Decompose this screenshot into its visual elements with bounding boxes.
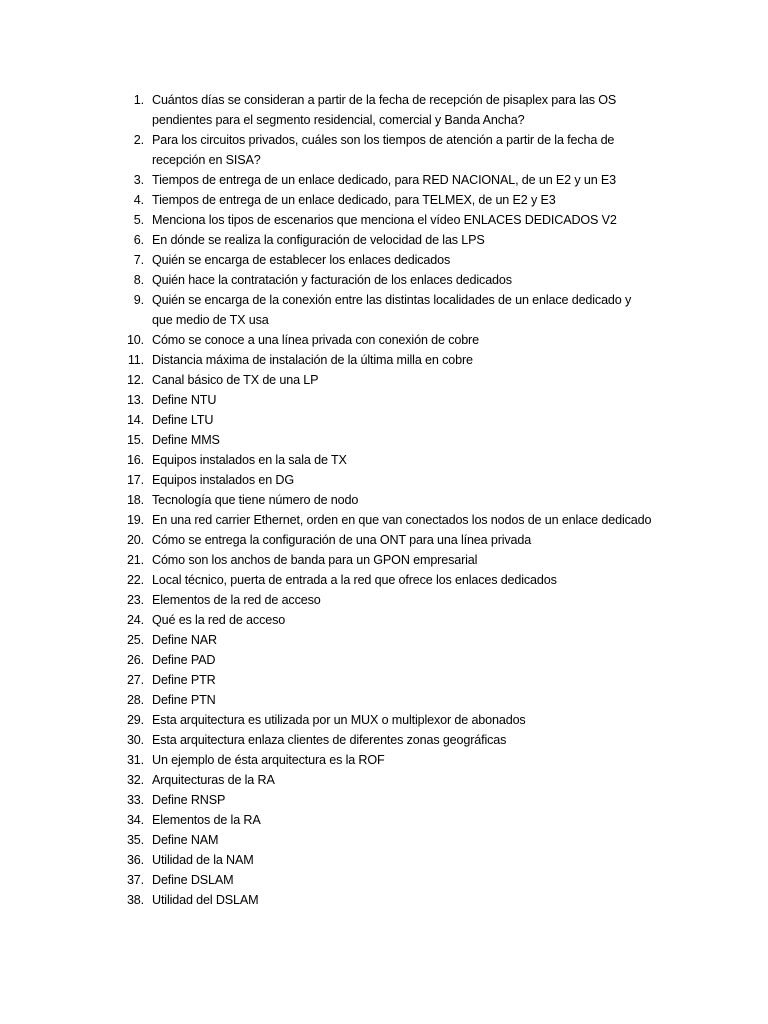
question-number: 13. [126,393,144,407]
question-item [114,590,654,610]
question-item [114,810,654,830]
question-text: Quién se encarga de establecer los enlaces dedicados [152,253,451,267]
question-text: Tiempos de entrega de un enlace dedicado, para RED NACIONAL, de un E2 y un E3 [152,173,617,187]
question-text: Quién hace la contratación y facturación de los enlaces dedicados [152,273,512,287]
question-text: Quién se encarga de la conexión entre las distintas localidades de un enlace dedicado y que medio de TX usa [152,293,632,327]
question-number: 37. [126,873,144,887]
question-item [114,630,654,650]
question-item [114,870,654,890]
question-number: 34. [126,813,144,827]
question-number: 30. [126,733,144,747]
question-number: 17. [126,473,144,487]
question-item [114,370,654,390]
question-text: Distancia máxima de instalación de la última milla en cobre [152,353,473,367]
question-number: 12. [126,373,144,387]
question-number: 10. [126,333,144,347]
question-item [114,410,654,430]
question-number: 36. [126,853,144,867]
question-text: Un ejemplo de ésta arquitectura es la ROF [152,753,385,767]
question-text: Elementos de la RA [152,813,261,827]
question-number: 32. [126,773,144,787]
question-text: Elementos de la red de acceso [152,593,321,607]
question-number: 22. [126,573,144,587]
question-text: Tiempos de entrega de un enlace dedicado, para TELMEX, de un E2 y E3 [152,193,556,207]
question-number: 21. [126,553,144,567]
question-item [114,270,654,290]
question-number: 4. [133,193,144,207]
question-item [114,210,654,230]
question-text: Menciona los tipos de escenarios que menciona el vídeo ENLACES DEDICADOS V2 [152,213,617,227]
question-item [114,470,654,490]
question-number: 38. [126,893,144,907]
question-item [114,670,654,690]
question-text: Define RNSP [152,793,226,807]
question-item [114,390,654,410]
question-item [114,850,654,870]
question-item [114,230,654,250]
question-item [114,130,654,170]
question-text: Define PTN [152,693,216,707]
question-text: Utilidad de la NAM [152,853,254,867]
question-item [114,490,654,510]
question-text: Local técnico, puerta de entrada a la red que ofrece los enlaces dedicados [152,573,557,587]
question-number: 26. [126,653,144,667]
question-text: Esta arquitectura es utilizada por un MUX o multiplexor de abonados [152,713,526,727]
question-text: Equipos instalados en DG [152,473,295,487]
question-text: Define DSLAM [152,873,234,887]
question-text: Cómo se conoce a una línea privada con conexión de cobre [152,333,479,347]
question-text: Arquitecturas de la RA [152,773,275,787]
question-item [114,330,654,350]
question-number: 18. [126,493,144,507]
question-text: Define MMS [152,433,220,447]
question-number: 7. [133,253,144,267]
question-text: En dónde se realiza la configuración de velocidad de las LPS [152,233,485,247]
question-text: Cómo son los anchos de banda para un GPON empresarial [152,553,478,567]
question-item [114,430,654,450]
question-text: Para los circuitos privados, cuáles son los tiempos de atención a partir de la fecha de recepción en SISA? [152,133,615,167]
question-number: 1. [133,93,144,107]
question-number: 27. [126,673,144,687]
question-text: Define NAM [152,833,219,847]
question-item [114,510,654,530]
question-number: 5. [133,213,144,227]
question-number: 35. [126,833,144,847]
question-list [114,90,654,910]
question-text: Esta arquitectura enlaza clientes de diferentes zonas geográficas [152,733,507,747]
question-item [114,530,654,550]
question-item [114,650,654,670]
question-text: Utilidad del DSLAM [152,893,259,907]
question-item [114,710,654,730]
question-item [114,570,654,590]
question-item [114,90,654,130]
question-item [114,730,654,750]
question-item [114,790,654,810]
question-number: 23. [126,593,144,607]
question-number: 24. [126,613,144,627]
question-text: Define LTU [152,413,214,427]
question-number: 29. [126,713,144,727]
question-text: Cuántos días se consideran a partir de la fecha de recepción de pisaplex para las OS pendientes para el segmento residencial, comercial y Banda Ancha? [152,93,617,127]
question-number: 25. [126,633,144,647]
question-text: Tecnología que tiene número de nodo [152,493,359,507]
question-text: Define NAR [152,633,217,647]
question-item [114,170,654,190]
question-text: Define PTR [152,673,216,687]
question-item [114,770,654,790]
question-number: 19. [126,513,144,527]
question-item [114,890,654,910]
question-number: 2. [133,133,144,147]
question-number: 3. [133,173,144,187]
question-number: 8. [133,273,144,287]
question-number: 6. [133,233,144,247]
question-text: Qué es la red de acceso [152,613,286,627]
question-number: 28. [126,693,144,707]
question-item [114,690,654,710]
question-item [114,350,654,370]
question-text: Cómo se entrega la configuración de una ONT para una línea privada [152,533,532,547]
question-number: 31. [126,753,144,767]
question-number: 9. [133,293,144,307]
question-text: Define NTU [152,393,217,407]
question-item [114,550,654,570]
question-text: Canal básico de TX de una LP [152,373,319,387]
question-number: 20. [126,533,144,547]
question-item [114,610,654,630]
question-item [114,750,654,770]
question-number: 15. [126,433,144,447]
question-item [114,830,654,850]
question-text: En una red carrier Ethernet, orden en que van conectados los nodos de un enlace dedicado [152,513,652,527]
question-number: 16. [126,453,144,467]
question-number: 14. [126,413,144,427]
question-item [114,190,654,210]
question-text: Equipos instalados en la sala de TX [152,453,347,467]
question-item [114,250,654,270]
question-item [114,450,654,470]
question-number: 33. [126,793,144,807]
question-number: 11. [127,353,144,367]
question-text: Define PAD [152,653,216,667]
question-item [114,290,654,330]
